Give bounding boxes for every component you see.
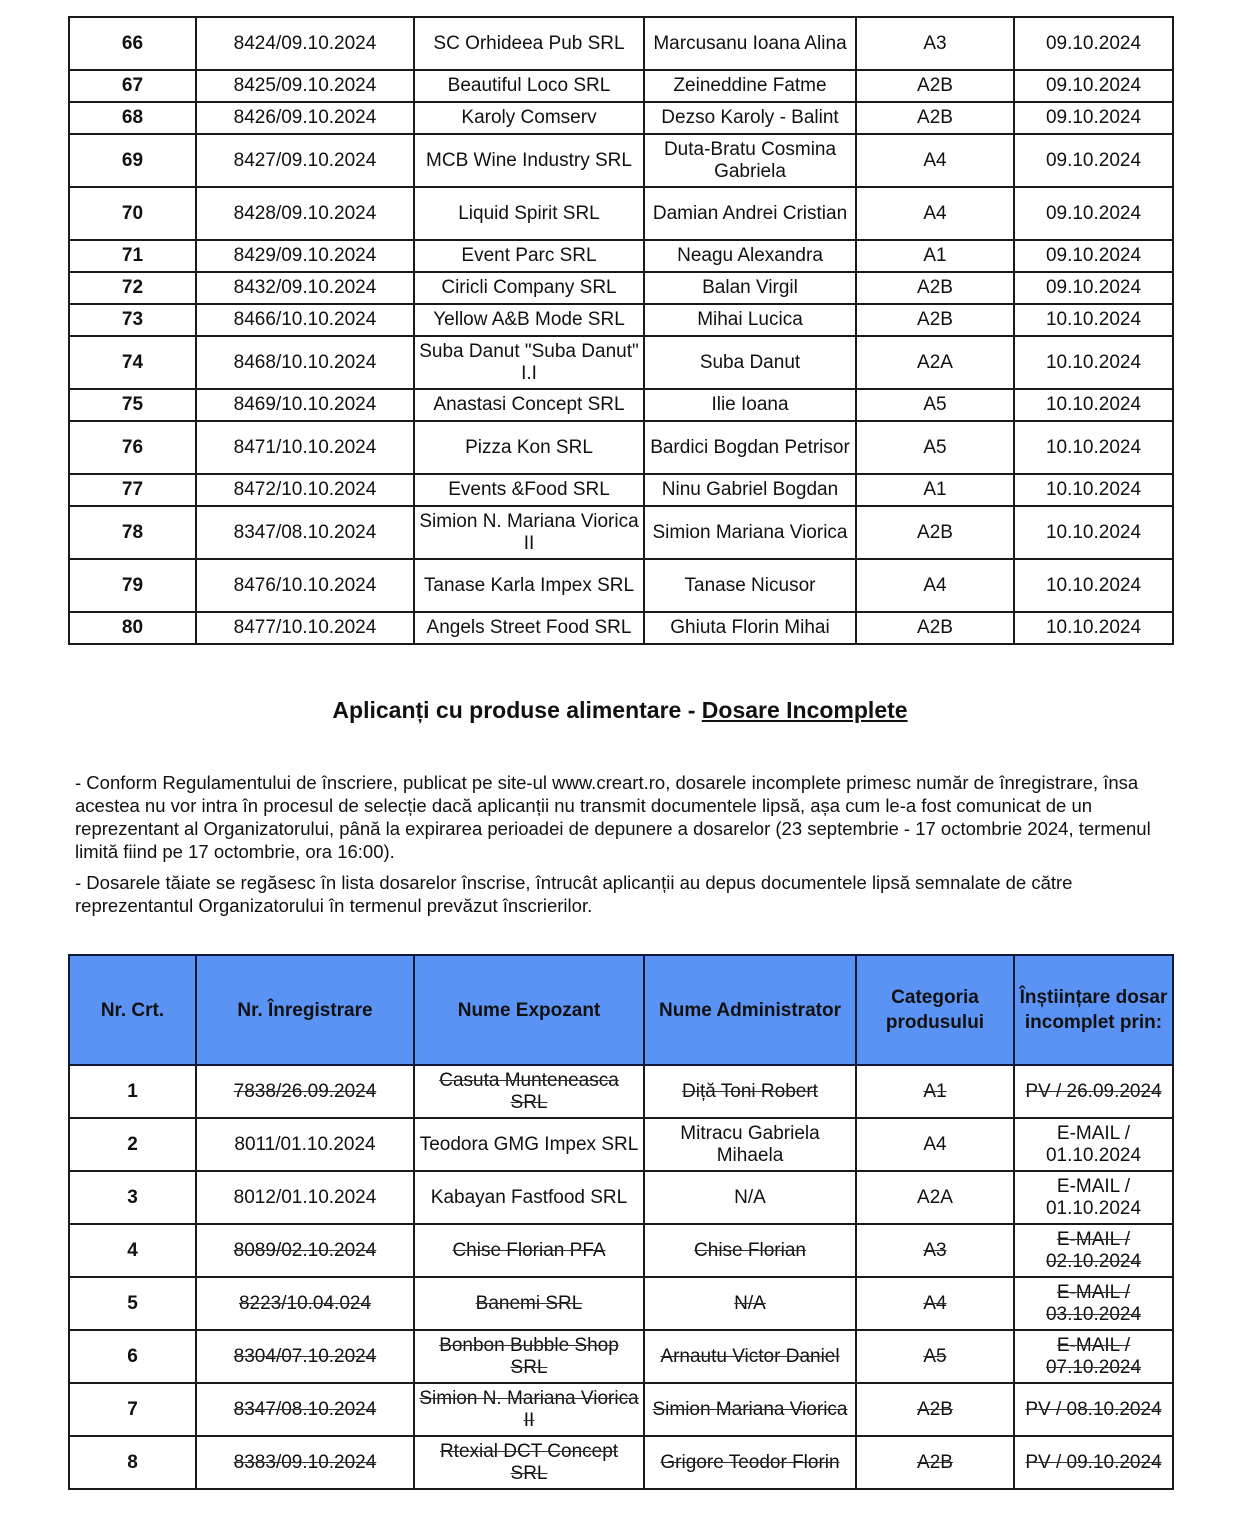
table-row [69, 474, 1173, 506]
product-category: A5 [856, 389, 1014, 421]
notice-method-text: E-MAIL / 03.10.2024 [1045, 1281, 1142, 1325]
exhibitor-name [414, 1277, 644, 1330]
registration-number [196, 1436, 414, 1489]
table-row [69, 240, 1173, 272]
administrator-name: Ilie Ioana [644, 389, 856, 421]
table-row [69, 506, 1173, 559]
row-number: 71 [69, 240, 196, 272]
header-instiintare: Înștiințare dosar incomplet prin: [1014, 955, 1173, 1065]
table-row [69, 1383, 1173, 1436]
product-category: A5 [856, 421, 1014, 474]
product-category: A2B [856, 272, 1014, 304]
section-title [0, 697, 1240, 724]
exhibitor-name: Events &Food SRL [414, 474, 644, 506]
registration-number: 8466/10.10.2024 [196, 304, 414, 336]
product-category: A4 [856, 559, 1014, 612]
administrator-name: Tanase Nicusor [644, 559, 856, 612]
table-header-row [69, 955, 1173, 1065]
exhibitor-name: Karoly Comserv [414, 102, 644, 134]
registration-number: 8426/09.10.2024 [196, 102, 414, 134]
product-category-text: A2A [917, 1186, 953, 1208]
notice-method-text: E-MAIL / 07.10.2024 [1045, 1334, 1142, 1378]
exhibitor-name: Ciricli Company SRL [414, 272, 644, 304]
notice-method [1014, 1277, 1173, 1330]
registration-number [196, 1224, 414, 1277]
registration-number: 8477/10.10.2024 [196, 612, 414, 644]
exhibitor-name-text: Teodora GMG Impex SRL [419, 1133, 639, 1155]
exhibitor-name: SC Orhideea Pub SRL [414, 17, 644, 70]
exhibitor-name-text: Bonbon Bubble Shop SRL [439, 1334, 619, 1378]
date: 09.10.2024 [1014, 187, 1173, 240]
date: 10.10.2024 [1014, 474, 1173, 506]
row-number: 73 [69, 304, 196, 336]
notice-method [1014, 1383, 1173, 1436]
note-paragraph: - Conform Regulamentului de înscriere, publicat pe site-ul www.creart.ro, dosarele incomplete primesc număr de înregistrare, însa acestea nu vor intra în procesul de selecție dacă aplicanții nu transmit documentele lipsă, așa cum le-a fost comunicat de un reprezentant al Organizatorului, până la expirarea perioadei de depunere a dosarelor (23 septembrie - 17 octombrie 2024, termenul limită fiind pe 17 octombrie, ora 16:00). [75, 772, 1151, 862]
row-number: 75 [69, 389, 196, 421]
registration-number-text: 8304/07.10.2024 [233, 1345, 377, 1367]
date: 10.10.2024 [1014, 506, 1173, 559]
administrator-name: Marcusanu Ioana Alina [644, 17, 856, 70]
exhibitor-name-text: Banemi SRL [475, 1292, 583, 1314]
administrator-name [644, 1065, 856, 1118]
notice-method-text: PV / 26.09.2024 [1025, 1080, 1162, 1102]
product-category: A1 [856, 240, 1014, 272]
administrator-name: Ghiuta Florin Mihai [644, 612, 856, 644]
administrator-name-text: N/A [734, 1292, 766, 1314]
date: 10.10.2024 [1014, 612, 1173, 644]
product-category [856, 1224, 1014, 1277]
product-category: A4 [856, 134, 1014, 187]
header-nr-crt: Nr. Crt. [69, 955, 196, 1065]
product-category: A2B [856, 612, 1014, 644]
row-number: 68 [69, 102, 196, 134]
row-number: 4 [69, 1224, 196, 1277]
row-number: 66 [69, 17, 196, 70]
registration-number: 8427/09.10.2024 [196, 134, 414, 187]
exhibitor-name: Pizza Kon SRL [414, 421, 644, 474]
row-number: 67 [69, 70, 196, 102]
registration-number [196, 1171, 414, 1224]
table-row [69, 612, 1173, 644]
row-number: 69 [69, 134, 196, 187]
notes [75, 771, 1170, 925]
registration-number: 8432/09.10.2024 [196, 272, 414, 304]
registration-number: 8468/10.10.2024 [196, 336, 414, 389]
exhibitor-name [414, 1224, 644, 1277]
notice-method [1014, 1065, 1173, 1118]
exhibitor-name: Angels Street Food SRL [414, 612, 644, 644]
incomplete-dossiers-table [68, 954, 1174, 1490]
table-row [69, 1436, 1173, 1489]
product-category [856, 1383, 1014, 1436]
product-category: A2B [856, 304, 1014, 336]
notice-method-text: PV / 09.10.2024 [1025, 1451, 1162, 1473]
product-category: A2B [856, 102, 1014, 134]
exhibitor-name-text: Kabayan Fastfood SRL [430, 1186, 628, 1208]
product-category-text: A3 [923, 1239, 947, 1261]
registration-number: 8476/10.10.2024 [196, 559, 414, 612]
administrator-name: Zeineddine Fatme [644, 70, 856, 102]
exhibitor-name: Yellow A&B Mode SRL [414, 304, 644, 336]
product-category [856, 1277, 1014, 1330]
exhibitor-name [414, 1118, 644, 1171]
exhibitor-name: MCB Wine Industry SRL [414, 134, 644, 187]
table-row [69, 1065, 1173, 1118]
table-row [69, 272, 1173, 304]
header-nume-administrator: Nume Administrator [644, 955, 856, 1065]
table-row [69, 559, 1173, 612]
registration-number: 8428/09.10.2024 [196, 187, 414, 240]
table-row [69, 1277, 1173, 1330]
notice-method [1014, 1224, 1173, 1277]
administrator-name: Bardici Bogdan Petrisor [644, 421, 856, 474]
registration-number: 8424/09.10.2024 [196, 17, 414, 70]
administrator-name [644, 1436, 856, 1489]
date: 10.10.2024 [1014, 304, 1173, 336]
administrator-name-text: N/A [734, 1186, 766, 1208]
row-number: 72 [69, 272, 196, 304]
product-category-text: A2B [917, 1451, 953, 1473]
header-categoria-produsului: Categoria produsului [856, 955, 1014, 1065]
registration-number-text: 7838/26.09.2024 [233, 1080, 377, 1102]
administrator-name-text: Grigore Teodor Florin [660, 1451, 840, 1473]
date: 09.10.2024 [1014, 17, 1173, 70]
notice-method [1014, 1118, 1173, 1171]
date: 09.10.2024 [1014, 240, 1173, 272]
registration-number [196, 1118, 414, 1171]
date: 10.10.2024 [1014, 336, 1173, 389]
registration-number [196, 1383, 414, 1436]
table-row [69, 1118, 1173, 1171]
note-paragraph: - Dosarele tăiate se regăsesc în lista dosarelor înscrise, întrucât aplicanții au depus documentele lipsă semnalate de către reprezentantul Organizatorului în termenul prevăzut înscrierilor. [75, 872, 1073, 916]
administrator-name [644, 1277, 856, 1330]
section-title-prefix: Aplicanți cu produse alimentare - [332, 697, 702, 723]
row-number: 70 [69, 187, 196, 240]
exhibitor-name [414, 1383, 644, 1436]
table-row [69, 1330, 1173, 1383]
exhibitor-name: Beautiful Loco SRL [414, 70, 644, 102]
product-category-text: A5 [923, 1345, 947, 1367]
row-number: 79 [69, 559, 196, 612]
registration-number [196, 1330, 414, 1383]
date: 09.10.2024 [1014, 102, 1173, 134]
notice-method-text: PV / 08.10.2024 [1025, 1398, 1162, 1420]
exhibitor-name: Suba Danut "Suba Danut" I.I [414, 336, 644, 389]
registration-number: 8425/09.10.2024 [196, 70, 414, 102]
administrator-name: Simion Mariana Viorica [644, 506, 856, 559]
row-number: 1 [69, 1065, 196, 1118]
administrator-name [644, 1171, 856, 1224]
administrator-name-text: Simion Mariana Viorica [652, 1398, 848, 1420]
administrator-name: Dezso Karoly - Balint [644, 102, 856, 134]
product-category [856, 1330, 1014, 1383]
exhibitor-name: Anastasi Concept SRL [414, 389, 644, 421]
product-category-text: A1 [923, 1080, 947, 1102]
table-row [69, 102, 1173, 134]
row-number: 8 [69, 1436, 196, 1489]
exhibitor-name: Simion N. Mariana Viorica II [414, 506, 644, 559]
registered-applicants-table [68, 16, 1174, 645]
registration-number: 8472/10.10.2024 [196, 474, 414, 506]
row-number: 76 [69, 421, 196, 474]
notice-method [1014, 1436, 1173, 1489]
table-row [69, 1224, 1173, 1277]
exhibitor-name-text: Rtexial DCT Concept SRL [439, 1440, 619, 1484]
registration-number-text: 8347/08.10.2024 [233, 1398, 377, 1420]
exhibitor-name [414, 1330, 644, 1383]
exhibitor-name-text: Simion N. Mariana Viorica II [419, 1387, 639, 1431]
administrator-name-text: Arnautu Victor Daniel [660, 1345, 840, 1367]
notice-method [1014, 1330, 1173, 1383]
date: 10.10.2024 [1014, 389, 1173, 421]
row-number: 74 [69, 336, 196, 389]
product-category: A2A [856, 336, 1014, 389]
exhibitor-name: Liquid Spirit SRL [414, 187, 644, 240]
product-category: A1 [856, 474, 1014, 506]
notice-method [1014, 1171, 1173, 1224]
exhibitor-name [414, 1436, 644, 1489]
administrator-name: Mihai Lucica [644, 304, 856, 336]
product-category: A4 [856, 187, 1014, 240]
row-number: 78 [69, 506, 196, 559]
table-row [69, 1171, 1173, 1224]
product-category [856, 1171, 1014, 1224]
registration-number: 8347/08.10.2024 [196, 506, 414, 559]
exhibitor-name-text: Chise Florian PFA [452, 1239, 606, 1261]
table-row [69, 421, 1173, 474]
table-row [69, 304, 1173, 336]
section-title-underlined: Dosare Incomplete [701, 697, 908, 723]
date: 09.10.2024 [1014, 272, 1173, 304]
product-category [856, 1118, 1014, 1171]
registration-number-text: 8012/01.10.2024 [233, 1186, 377, 1208]
product-category [856, 1065, 1014, 1118]
notice-method-text: E-MAIL / 02.10.2024 [1045, 1228, 1142, 1272]
administrator-name [644, 1224, 856, 1277]
registration-number: 8471/10.10.2024 [196, 421, 414, 474]
notice-method-text: E-MAIL / 01.10.2024 [1045, 1122, 1142, 1166]
table-row [69, 134, 1173, 187]
product-category-text: A4 [923, 1292, 947, 1314]
administrator-name: Ninu Gabriel Bogdan [644, 474, 856, 506]
table-row [69, 17, 1173, 70]
exhibitor-name: Tanase Karla Impex SRL [414, 559, 644, 612]
administrator-name: Suba Danut [644, 336, 856, 389]
administrator-name: Duta-Bratu Cosmina Gabriela [644, 134, 856, 187]
product-category: A2B [856, 506, 1014, 559]
administrator-name: Damian Andrei Cristian [644, 187, 856, 240]
row-number: 3 [69, 1171, 196, 1224]
administrator-name [644, 1118, 856, 1171]
row-number: 7 [69, 1383, 196, 1436]
administrator-name: Balan Virgil [644, 272, 856, 304]
exhibitor-name-text: Casuta Munteneasca SRL [439, 1069, 619, 1113]
exhibitor-name: Event Parc SRL [414, 240, 644, 272]
registration-number-text: 8089/02.10.2024 [233, 1239, 377, 1261]
administrator-name-text: Mitracu Gabriela Mihaela [680, 1122, 820, 1166]
product-category-text: A4 [923, 1133, 947, 1155]
row-number: 77 [69, 474, 196, 506]
administrator-name [644, 1383, 856, 1436]
product-category: A2B [856, 70, 1014, 102]
header-nume-expozant: Nume Expozant [414, 955, 644, 1065]
table-row [69, 389, 1173, 421]
date: 10.10.2024 [1014, 559, 1173, 612]
row-number: 2 [69, 1118, 196, 1171]
row-number: 80 [69, 612, 196, 644]
administrator-name [644, 1330, 856, 1383]
registration-number-text: 8011/01.10.2024 [234, 1133, 376, 1155]
registration-number: 8429/09.10.2024 [196, 240, 414, 272]
header-nr-inregistrare: Nr. Înregistrare [196, 955, 414, 1065]
date: 09.10.2024 [1014, 70, 1173, 102]
table-row [69, 187, 1173, 240]
notice-method-text: E-MAIL / 01.10.2024 [1045, 1175, 1142, 1219]
date: 10.10.2024 [1014, 421, 1173, 474]
table-row [69, 336, 1173, 389]
exhibitor-name [414, 1171, 644, 1224]
exhibitor-name [414, 1065, 644, 1118]
registration-number-text: 8383/09.10.2024 [233, 1451, 377, 1473]
row-number: 6 [69, 1330, 196, 1383]
row-number: 5 [69, 1277, 196, 1330]
product-category: A3 [856, 17, 1014, 70]
administrator-name: Neagu Alexandra [644, 240, 856, 272]
registration-number: 8469/10.10.2024 [196, 389, 414, 421]
administrator-name-text: Chise Florian [694, 1239, 806, 1261]
registration-number [196, 1277, 414, 1330]
registration-number-text: 8223/10.04.024 [238, 1292, 372, 1314]
registration-number [196, 1065, 414, 1118]
product-category [856, 1436, 1014, 1489]
product-category-text: A2B [917, 1398, 953, 1420]
administrator-name-text: Diță Toni Robert [682, 1080, 818, 1102]
table-row [69, 70, 1173, 102]
date: 09.10.2024 [1014, 134, 1173, 187]
